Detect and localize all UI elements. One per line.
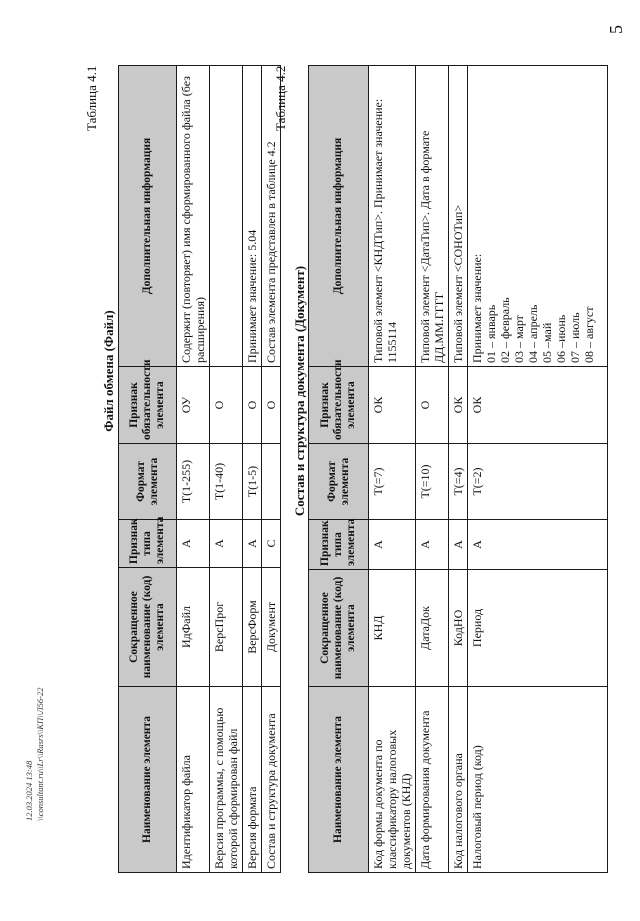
cell-type: А [449, 520, 468, 570]
cell-format: Т(=2) [468, 444, 608, 520]
header-cell: Признак обязательности элемента [309, 367, 369, 444]
period-value: 03 – март [512, 315, 526, 363]
table-4-1-title: Файл обмена (Файл) [101, 310, 116, 432]
cell-code: ВерсФорм [243, 568, 262, 687]
period-value: 01 – январь [484, 304, 498, 363]
cell-type: А [468, 520, 608, 570]
cell-format: Т(1-40) [210, 444, 243, 520]
header-cell: Наименование элемента [119, 687, 177, 873]
cell-required: ОК [449, 367, 468, 444]
cell-code: ДатаДок [416, 570, 449, 687]
cell-required: О [416, 367, 449, 444]
period-value: 04 – апрель [526, 304, 540, 363]
cell-required: О [262, 367, 281, 444]
header-cell: Формат элемента [119, 444, 177, 520]
cell-required: ОК [468, 367, 608, 444]
cell-format: Т(1-5) [243, 444, 262, 520]
period-value: 02 – февраль [498, 297, 512, 363]
cell-required: ОК [369, 367, 416, 444]
cell-format: Т(=7) [369, 444, 416, 520]
cell-type: А [416, 520, 449, 570]
period-value: 06 –июнь [554, 314, 568, 363]
table-4-2-title: Состав и структура документа (Документ) [292, 265, 307, 517]
cell-name: Версия программы, с помощью которой сформирован файл [210, 687, 243, 873]
cell-format: Т(1-255) [177, 444, 210, 520]
table-4-2 [308, 65, 608, 873]
stamp-path: \\consultant.ru\\Lr\\Rasrs\\КП\\Л56-22 [35, 687, 45, 821]
period-intro: Принимает значение: [470, 253, 484, 363]
cell-info: Типовой элемент <КНДТип>. Принимает значение: 1155114 [369, 66, 416, 367]
header-cell: Сокращенное наименование (код) элемента [309, 570, 369, 687]
cell-type: А [369, 520, 416, 570]
period-value: 05 –май [540, 322, 554, 363]
cell-info [210, 66, 243, 367]
header-cell: Дополнительная информация [309, 66, 369, 367]
period-value: 08 – август [582, 306, 596, 363]
table-header-row [309, 66, 369, 873]
table-row [177, 66, 210, 873]
cell-info: Типовой элемент <СОНОТип> [449, 66, 468, 367]
cell-info: Принимает значение: 5.04 [243, 66, 262, 367]
cell-info [468, 66, 608, 367]
cell-name: Код налогового органа [449, 687, 468, 873]
table-row [262, 66, 281, 873]
table-row [449, 66, 468, 873]
cell-required: О [210, 367, 243, 444]
page-number: 5 [606, 25, 626, 34]
table-header-row [119, 66, 177, 873]
table-4-1 [118, 65, 281, 873]
cell-format: Т(=4) [449, 444, 468, 520]
table-row [369, 66, 416, 873]
table-row [416, 66, 449, 873]
cell-code: Документ [262, 568, 281, 687]
cell-name: Состав и структура документа [262, 687, 281, 873]
header-cell: Признак типа элемента [119, 520, 177, 568]
header-cell: Признак типа элемента [309, 520, 369, 570]
print-stamp [24, 688, 46, 822]
cell-code: КНД [369, 570, 416, 687]
cell-format [262, 444, 281, 520]
cell-type: А [177, 520, 210, 568]
table-4-2-number: Таблица 4.2 [273, 65, 288, 131]
header-cell: Сокращенное наименование (код) элемента [119, 568, 177, 687]
period-value: 07 – июль [568, 312, 582, 363]
cell-info: Содержит (повторяет) имя сформированного файла (без расширения) [177, 66, 210, 367]
cell-name: Версия формата [243, 687, 262, 873]
table-4-1-number: Таблица 4.1 [84, 65, 99, 131]
cell-required: ОУ [177, 367, 210, 444]
header-cell: Наименование элемента [309, 687, 369, 873]
cell-type: А [210, 520, 243, 568]
header-cell: Дополнительная информация [119, 66, 177, 367]
cell-format: Т(=10) [416, 444, 449, 520]
cell-info: Состав элемента представлен в таблице 4.2 [262, 66, 281, 367]
table-row [243, 66, 262, 873]
table-row [210, 66, 243, 873]
table-row [468, 66, 608, 873]
stamp-date: 12.03.2024 13:48 [24, 760, 34, 821]
cell-code: ВерсПрог [210, 568, 243, 687]
cell-type: С [262, 520, 281, 568]
cell-name: Код формы документа по классификатору налоговых документов (КНД) [369, 687, 416, 873]
cell-type: А [243, 520, 262, 568]
header-cell: Признак обязательности элемента [119, 367, 177, 444]
cell-name: Идентификатор файла [177, 687, 210, 873]
cell-code: ИдФайл [177, 568, 210, 687]
cell-required: О [243, 367, 262, 444]
cell-code: Период [468, 570, 608, 687]
cell-code: КодНО [449, 570, 468, 687]
cell-name: Дата формирования документа [416, 687, 449, 873]
cell-info: Типовой элемент <ДатаТип>. Дата в формате ДД.ММ.ГГГГ [416, 66, 449, 367]
header-cell: Формат элемента [309, 444, 369, 520]
cell-name: Налоговый период (код) [468, 687, 608, 873]
